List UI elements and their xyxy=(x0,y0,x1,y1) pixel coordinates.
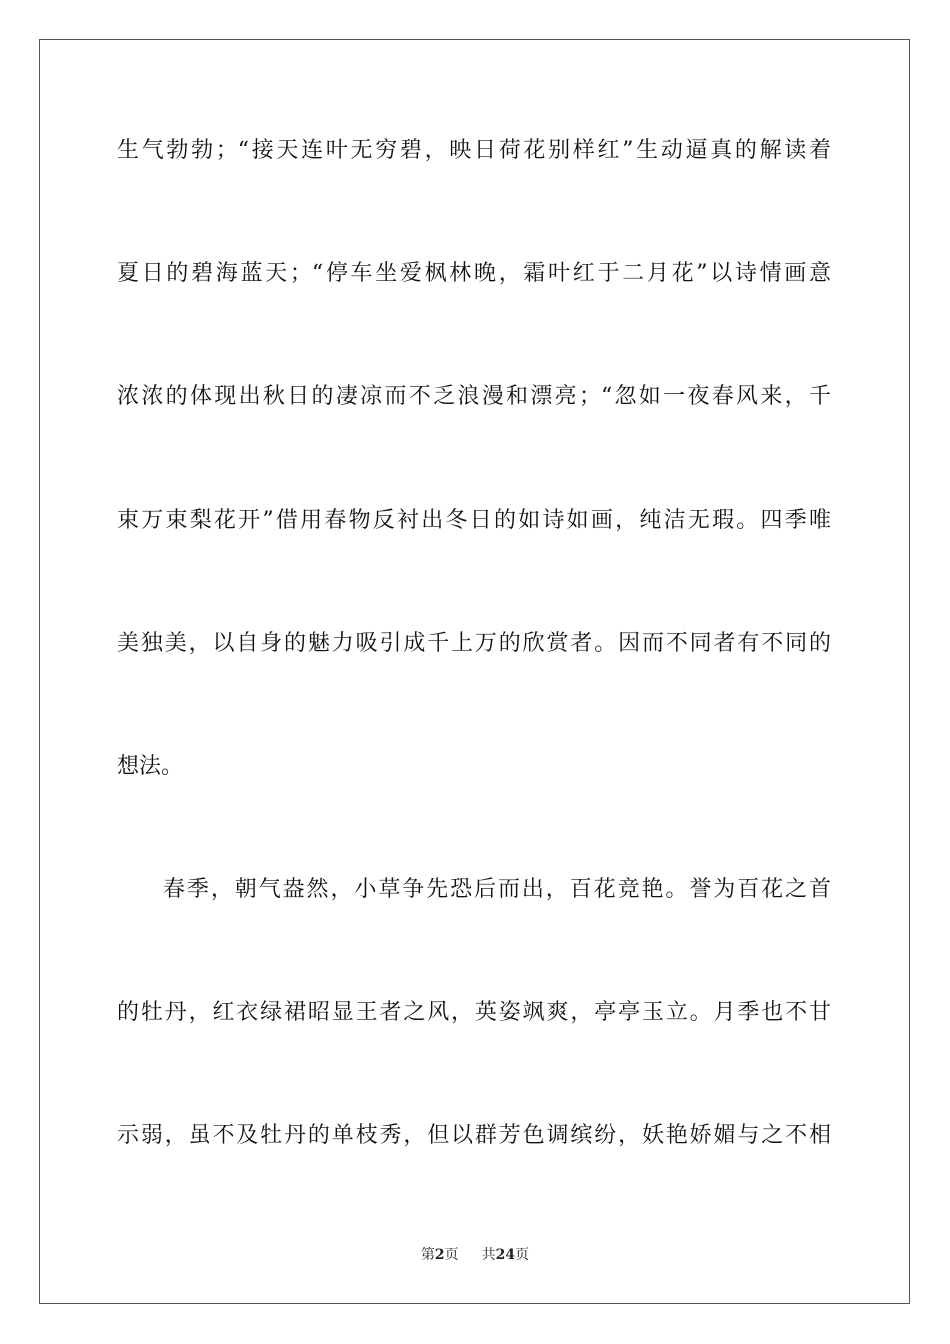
page-suffix: 页 xyxy=(444,1247,459,1263)
total-page-number: 24 xyxy=(495,1247,516,1263)
text-line: 想法。 xyxy=(117,754,184,779)
total-prefix: 共 xyxy=(481,1247,496,1263)
page-footer xyxy=(0,1246,950,1264)
page-number-label xyxy=(421,1247,463,1263)
text-line: 美独美，以自身的魅力吸引成千上万的欣赏者。因而不同者有不同的 xyxy=(117,631,831,656)
text-line: 浓浓的体现出秋日的凄凉而不乏浪漫和漂亮；“忽如一夜春风来，千 xyxy=(117,384,831,409)
text-line: 示弱，虽不及牡丹的单枝秀，但以群芳色调缤纷，妖艳娇媚与之不相 xyxy=(117,1123,831,1148)
total-pages-label xyxy=(482,1247,529,1263)
total-suffix: 页 xyxy=(515,1247,530,1263)
current-page-number: 2 xyxy=(434,1247,445,1263)
text-line: 生气勃勃；“接天连叶无穷碧，映日荷花别样红”生动逼真的解读着 xyxy=(117,138,831,163)
text-line: 束万束梨花开”借用春物反衬出冬日的如诗如画，纯洁无瑕。四季唯 xyxy=(117,508,831,533)
text-line: 夏日的碧海蓝天；“停车坐爱枫林晚，霜叶红于二月花”以诗情画意 xyxy=(117,261,831,286)
text-line: 的牡丹，红衣绿裙昭显王者之风，英姿飒爽，亭亭玉立。月季也不甘 xyxy=(117,1000,831,1025)
page-prefix: 第 xyxy=(420,1247,435,1263)
paragraph-first-line: 春季，朝气盎然，小草争先恐后而出，百花竞艳。誉为百花之首 xyxy=(163,877,831,902)
page-border xyxy=(39,39,910,1304)
